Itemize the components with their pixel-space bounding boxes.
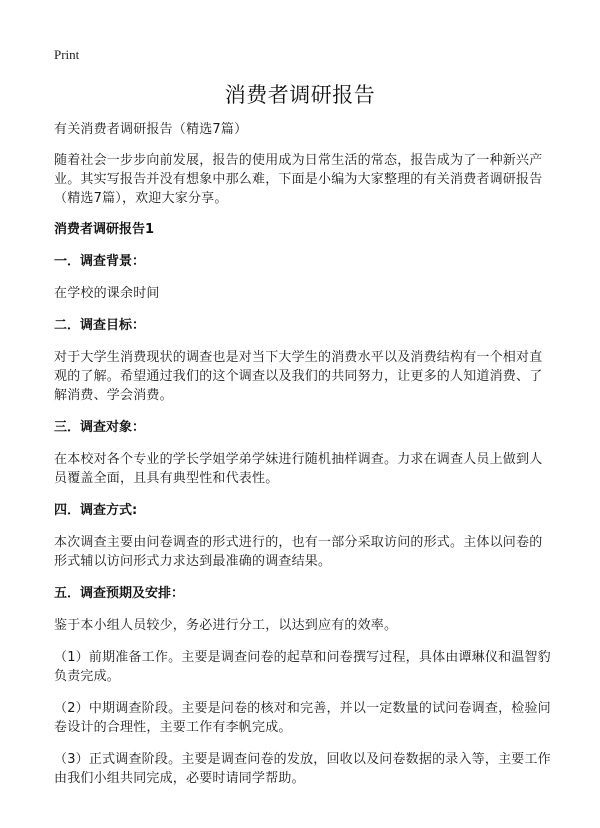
- section-heading-method: 四．调查方式:: [54, 503, 138, 518]
- schedule-item-3: （3）正式调查阶段。主要是调查问卷的发放，回收以及问卷数据的录入等，主要工作由我们小组共同完成，必要时请同学帮助。: [54, 752, 551, 786]
- page-title: 消费者调研报告: [224, 83, 376, 107]
- section-paragraph: 在本校对各个专业的学长学姐学弟学妹进行随机抽样调查。力求在调查人员上做到人员覆盖全面，且具有典型性和代表性。: [54, 452, 543, 486]
- document-subtitle: 有关消费者调研报告（精选7篇）: [54, 122, 248, 137]
- report-heading: 消费者调研报告1: [54, 222, 155, 237]
- section-paragraph: 本次调查主要由问卷调查的形式进行的，也有一部分采取访问的形式。主体以问卷的形式辅以访问形式力求达到最准确的调查结果。: [54, 535, 543, 569]
- section-heading-goal: 二．调查目标：: [54, 318, 146, 333]
- intro-paragraph: 随着社会一步步向前发展，报告的使用成为日常生活的常态，报告成为了一种新兴产业。其实写报告并没有想象中那么难，下面是小编为大家整理的有关消费者调研报告（精选7篇），欢迎大家分享。: [54, 153, 543, 206]
- section-paragraph: 对于大学生消费现状的调查也是对当下大学生的消费水平以及消费结构有一个相对直观的了解。希望通过我们的这个调查以及我们的共同努力，让更多的人知道消费、了解消费、学会消费。: [54, 350, 543, 403]
- section-heading-background: 一．调查背景：: [54, 254, 146, 269]
- schedule-item-1: （1）前期准备工作。主要是调查问卷的起草和问卷撰写过程，具体由谭琳仪和温智豹负责完成。: [54, 650, 551, 684]
- section-paragraph: 在学校的课余时间: [54, 286, 160, 301]
- section-paragraph: 鉴于本小组人员较少，务必进行分工，以达到应有的效率。: [54, 618, 398, 633]
- document-body: [54, 120, 554, 788]
- schedule-item-2: （2）中期调查阶段。主要是问卷的核对和完善，并以一定数量的试问卷调查，检验问卷设计的合理性，主要工作有李帆完成。: [54, 701, 551, 735]
- print-link[interactable]: Print: [54, 47, 80, 62]
- section-heading-subjects: 三．调查对象：: [54, 420, 146, 435]
- section-heading-schedule: 五．调查预期及安排：: [54, 586, 185, 601]
